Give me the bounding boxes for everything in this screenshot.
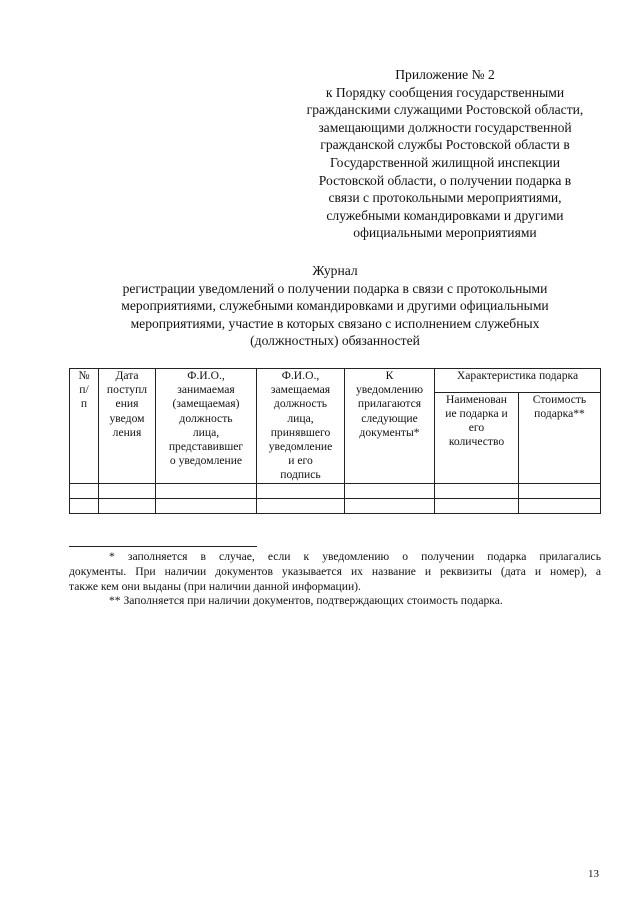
col-date-header: Дата поступл ения уведом ления: [99, 369, 156, 484]
appendix-line: Государственной жилищной инспекции: [330, 154, 560, 170]
table-cell: [156, 483, 257, 498]
appendix-line: служебными командировками и другими: [326, 207, 564, 223]
col-number-header: № п/ п: [70, 369, 99, 484]
footnote-separator: [69, 546, 257, 547]
appendix-header: [280, 66, 610, 242]
appendix-title: Приложение № 2: [395, 67, 495, 82]
footnote-2: ** Заполняется при наличии документов, подтверждающих стоимость подарка.: [109, 594, 503, 608]
appendix-line: связи с протокольными мероприятиями,: [328, 190, 562, 206]
table-cell: [99, 483, 156, 498]
appendix-line: к Порядку сообщения государственными: [325, 84, 565, 100]
footnote-1-line: * заполняется в случае, если к уведомлению о получении подарка прилагались: [109, 550, 601, 563]
appendix-line: гражданской службы Ростовской области в: [320, 137, 570, 153]
appendix-line: Ростовской области, о получении подарка в: [318, 172, 572, 188]
col-submitter-header: Ф.И.О., занимаемая (замещаемая) должность лица, представившег о уведомление: [156, 369, 257, 484]
col-documents-header: К уведомлению прилагаются следующие документы*: [345, 369, 435, 484]
appendix-line: замещающими должности государственной: [318, 119, 572, 135]
journal-subtitle-line: регистрации уведомлений о получении подарка в связи с протокольными: [122, 280, 548, 296]
table-cell: [435, 483, 519, 498]
footnote-1-line: также кем они выданы (при наличии данной информации).: [69, 579, 361, 593]
table-cell: [156, 498, 257, 513]
table-cell: [70, 498, 99, 513]
table-cell: [257, 498, 345, 513]
table-row: [70, 483, 601, 498]
table-cell: [345, 483, 435, 498]
table-row: [70, 498, 601, 513]
table-header-row: [70, 369, 601, 393]
journal-subtitle-line: мероприятиями, участие в которых связано с исполнением служебных: [130, 315, 540, 331]
table-cell: [519, 483, 601, 498]
table-cell: [70, 483, 99, 498]
col-gift-cost-header: Стоимость подарка**: [519, 392, 601, 483]
journal-heading: [70, 262, 600, 350]
table-cell: [435, 498, 519, 513]
table-cell: [99, 498, 156, 513]
table-cell: [519, 498, 601, 513]
journal-title: Журнал: [312, 263, 358, 278]
col-receiver-header: Ф.И.О., замещаемая должность лица, принявшего уведомление и его подпись: [257, 369, 345, 484]
appendix-line: официальными мероприятиями: [353, 225, 537, 241]
appendix-line: гражданскими служащими Ростовской области,: [306, 102, 584, 118]
table-cell: [257, 483, 345, 498]
journal-subtitle-line: (должностных) обязанностей: [250, 333, 420, 349]
page-number: 13: [588, 868, 599, 880]
footnotes: [69, 550, 601, 609]
table-cell: [345, 498, 435, 513]
gift-characteristics-header: Характеристика подарка: [435, 369, 601, 393]
journal-subtitle-line: мероприятиями, служебными командировками и другими официальными: [121, 298, 549, 314]
col-gift-name-header: Наименован ие подарка и его количество: [435, 392, 519, 483]
registration-table: [69, 368, 601, 514]
footnote-1-line: документы. При наличии документов указывается их название и реквизиты (дата и номер), а: [69, 564, 601, 578]
